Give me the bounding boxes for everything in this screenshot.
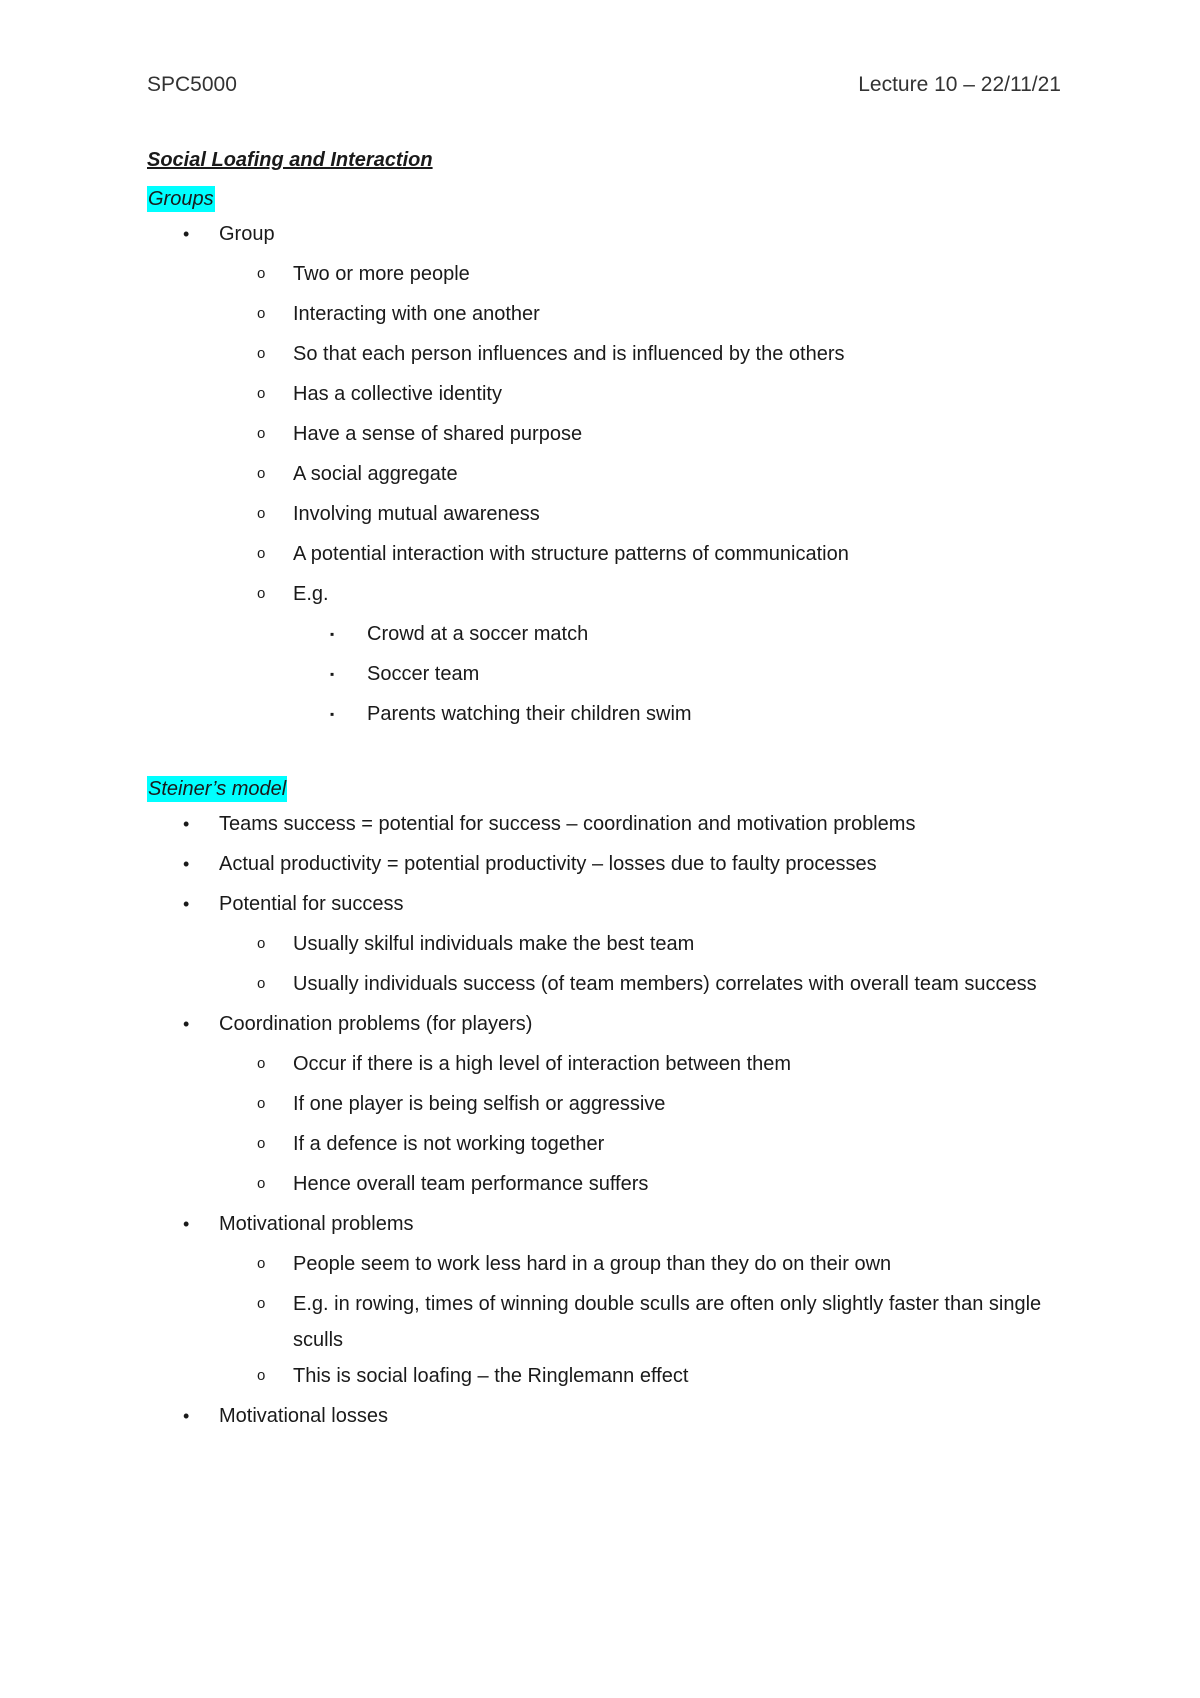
list-item-row [147,926,1067,966]
section-heading: Steiner’s model [148,778,287,800]
list-item [147,1166,1067,1206]
bullet-marker: o [257,305,266,322]
bullet-marker: ▪ [330,627,335,641]
list-item [147,1086,1067,1126]
section-heading-row [147,772,1067,806]
list-item [147,1286,1067,1358]
list-item-text: Motivational losses [219,1405,388,1427]
list-item-text: People seem to work less hard in a group than they do on their own [293,1253,892,1275]
list-item-row [147,536,1067,576]
bullet-marker: o [257,935,266,952]
list-item-row [147,696,1067,736]
bullet-marker: • [183,1014,190,1034]
list-item-text: E.g. [293,583,329,605]
list-item-text: Soccer team [367,663,480,685]
list-item-text: E.g. in rowing, times of winning double sculls are often only slightly faster than single sculls [293,1293,1042,1351]
list-item [147,336,1067,376]
list-item-row [147,216,1067,256]
section-spacer [147,736,1067,772]
list-item-row [147,1206,1067,1246]
list-item-row [147,1126,1067,1166]
list-item-row [147,1006,1067,1046]
list-item-text: Have a sense of shared purpose [293,423,583,445]
bullet-marker: o [257,465,266,482]
bullet-marker: o [257,1255,266,1272]
list-item [147,456,1067,496]
list-item [147,296,1067,336]
bullet-marker: ▪ [330,667,335,681]
bullet-marker: o [257,265,266,282]
list-item-text: Interacting with one another [293,303,540,325]
list-item-row [147,1086,1067,1126]
list-item-row [147,656,1067,696]
list-item-row [147,806,1067,846]
list-item-row [147,846,1067,886]
list-item-text: A social aggregate [293,463,458,485]
list-item-row [147,296,1067,336]
list-item [147,1206,1067,1398]
list-item-row [147,966,1067,1006]
bullet-marker: o [257,545,266,562]
list-item-row [147,256,1067,296]
list-item-text: This is social loafing – the Ringlemann effect [293,1365,689,1387]
bullet-marker: o [257,425,266,442]
bullet-marker: o [257,1367,266,1384]
list-item [147,576,1067,736]
list-item [147,496,1067,536]
list-item-text: If one player is being selfish or aggressive [293,1093,666,1115]
list-item-text: Occur if there is a high level of interaction between them [293,1053,792,1075]
list-item [147,416,1067,456]
list-item-row [147,456,1067,496]
bullet-marker: o [257,505,266,522]
bullet-marker: o [257,1095,266,1112]
list-item [147,216,1067,736]
list-item [147,656,1067,696]
list-item-row [147,376,1067,416]
bullet-marker: o [257,1295,266,1312]
bullet-marker: • [183,224,190,244]
bullet-marker: • [183,854,190,874]
list-item-row [147,616,1067,656]
list-item-text: So that each person influences and is influenced by the others [293,343,845,365]
list-item-row [147,886,1067,926]
bullet-marker: o [257,385,266,402]
bullet-marker: o [257,585,266,602]
bullet-marker: o [257,1175,266,1192]
list-item-row [147,1246,1067,1286]
list-item [147,1358,1067,1398]
list-item-text: Potential for success [219,893,404,915]
bullet-list-level-1 [147,216,1067,736]
bullet-marker: • [183,894,190,914]
list-item [147,806,1067,846]
bullet-marker: • [183,814,190,834]
list-item-text: Two or more people [293,263,470,285]
bullet-list-level-2 [147,1046,1067,1206]
list-item-text: Hence overall team performance suffers [293,1173,649,1195]
list-item [147,1126,1067,1166]
list-item-text: Teams success = potential for success – coordination and motivation problems [219,813,916,835]
bullet-marker: • [183,1214,190,1234]
lecture-info: Lecture 10 – 22/11/21 [858,73,1061,96]
list-item [147,616,1067,656]
list-item-row [147,336,1067,376]
list-item-text: Has a collective identity [293,383,502,405]
list-item [147,886,1067,1006]
section-heading: Groups [148,188,214,210]
list-item-text: Usually skilful individuals make the best team [293,933,695,955]
list-item-row [147,496,1067,536]
list-item [147,966,1067,1006]
list-item [147,1046,1067,1086]
list-item-text: If a defence is not working together [293,1133,605,1155]
list-item [147,1006,1067,1206]
list-item-row [147,1166,1067,1206]
list-item [147,696,1067,736]
list-item-row [147,416,1067,456]
bullet-list-level-3 [147,616,1067,736]
list-item-row [147,576,1067,616]
bullet-marker: o [257,1055,266,1072]
page-header [147,72,1061,98]
list-item [147,1398,1067,1438]
section-heading-row [147,182,1067,216]
list-item [147,536,1067,576]
bullet-list-level-2 [147,926,1067,1006]
sections-container [147,182,1067,1438]
bullet-marker: o [257,345,266,362]
bullet-list-level-2 [147,1246,1067,1398]
list-item-text: A potential interaction with structure patterns of communication [293,543,849,565]
list-item-text: Parents watching their children swim [367,703,692,725]
document-title: Social Loafing and Interaction [147,149,433,171]
list-item-row [147,1046,1067,1086]
list-item-text: Usually individuals success (of team members) correlates with overall team success [293,973,1037,995]
list-item [147,846,1067,886]
bullet-marker: o [257,975,266,992]
list-item [147,376,1067,416]
list-item-row [147,1286,1067,1358]
document-body [147,144,1067,1438]
list-item-row [147,1398,1067,1438]
list-item [147,256,1067,296]
bullet-marker: ▪ [330,707,335,721]
list-item-text: Crowd at a soccer match [367,623,589,645]
list-item-text: Coordination problems (for players) [219,1013,533,1035]
list-item [147,1246,1067,1286]
bullet-marker: • [183,1406,190,1426]
bullet-list-level-2 [147,256,1067,736]
bullet-list-level-1 [147,806,1067,1438]
bullet-marker: o [257,1135,266,1152]
list-item-text: Actual productivity = potential productivity – losses due to faulty processes [219,853,877,875]
list-item-text: Motivational problems [219,1213,414,1235]
list-item-text: Group [219,223,275,245]
course-code: SPC5000 [147,73,237,96]
list-item-text: Involving mutual awareness [293,503,540,525]
list-item-row [147,1358,1067,1398]
list-item [147,926,1067,966]
